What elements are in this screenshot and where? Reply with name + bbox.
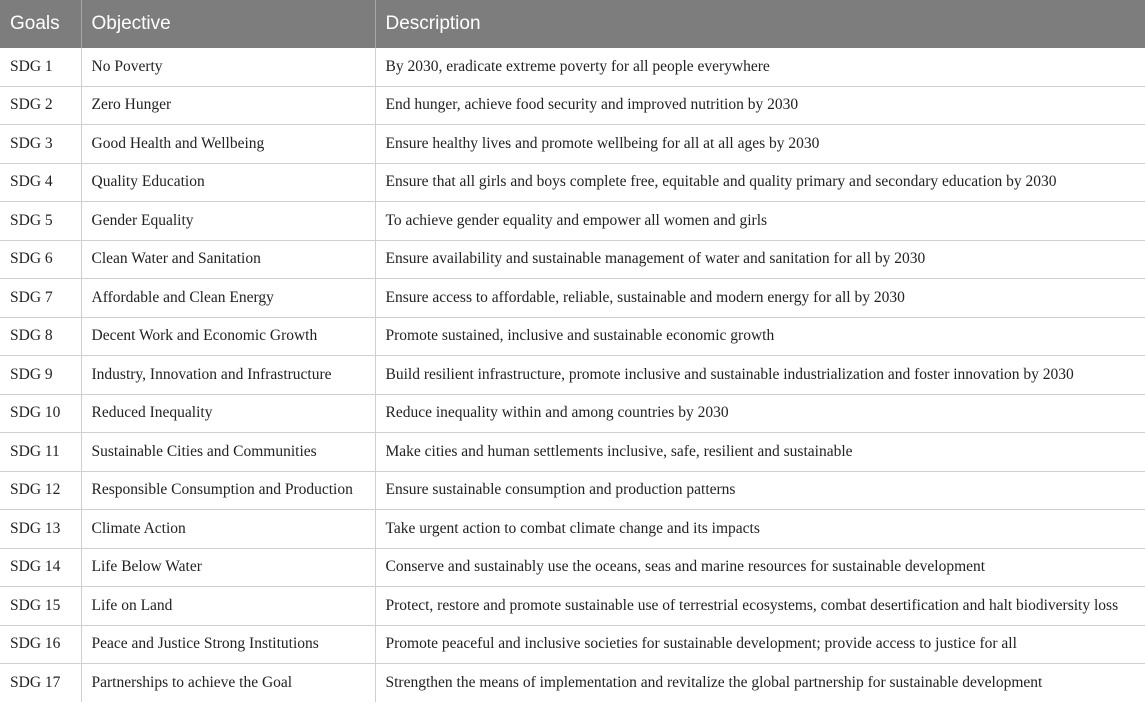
objective-cell: Responsible Consumption and Production — [81, 471, 375, 510]
table-row — [0, 664, 1145, 702]
table-row — [0, 317, 1145, 356]
table-row — [0, 279, 1145, 318]
description-cell: Promote peaceful and inclusive societies for sustainable development; provide access to justice for all — [375, 625, 1145, 664]
objective-cell: Life Below Water — [81, 548, 375, 587]
objective-cell: Life on Land — [81, 587, 375, 626]
header-row — [0, 0, 1145, 48]
objective-cell: Gender Equality — [81, 202, 375, 241]
goal-cell: SDG 2 — [0, 86, 81, 125]
table-row — [0, 625, 1145, 664]
description-cell: Promote sustained, inclusive and sustainable economic growth — [375, 317, 1145, 356]
objective-cell: Affordable and Clean Energy — [81, 279, 375, 318]
description-cell: Ensure availability and sustainable management of water and sanitation for all by 2030 — [375, 240, 1145, 279]
table-row — [0, 471, 1145, 510]
header-description: Description — [375, 0, 1145, 48]
table-row — [0, 163, 1145, 202]
table-row — [0, 86, 1145, 125]
table-row — [0, 125, 1145, 164]
description-cell: Strengthen the means of implementation and revitalize the global partnership for sustainable development — [375, 664, 1145, 702]
description-cell: Reduce inequality within and among countries by 2030 — [375, 394, 1145, 433]
header-objective: Objective — [81, 0, 375, 48]
table-row — [0, 548, 1145, 587]
objective-cell: Industry, Innovation and Infrastructure — [81, 356, 375, 395]
description-cell: Ensure sustainable consumption and production patterns — [375, 471, 1145, 510]
objective-cell: Zero Hunger — [81, 86, 375, 125]
goal-cell: SDG 12 — [0, 471, 81, 510]
description-cell: To achieve gender equality and empower all women and girls — [375, 202, 1145, 241]
goal-cell: SDG 8 — [0, 317, 81, 356]
goal-cell: SDG 6 — [0, 240, 81, 279]
table-row — [0, 510, 1145, 549]
description-cell: Ensure access to affordable, reliable, sustainable and modern energy for all by 2030 — [375, 279, 1145, 318]
goal-cell: SDG 13 — [0, 510, 81, 549]
table-row — [0, 394, 1145, 433]
description-cell: Take urgent action to combat climate change and its impacts — [375, 510, 1145, 549]
description-cell: Build resilient infrastructure, promote inclusive and sustainable industrialization and foster innovation by 2030 — [375, 356, 1145, 395]
description-cell: Ensure healthy lives and promote wellbeing for all at all ages by 2030 — [375, 125, 1145, 164]
table-row — [0, 48, 1145, 86]
goal-cell: SDG 11 — [0, 433, 81, 472]
objective-cell: Peace and Justice Strong Institutions — [81, 625, 375, 664]
objective-cell: Good Health and Wellbeing — [81, 125, 375, 164]
goal-cell: SDG 1 — [10, 57, 53, 75]
goal-cell: SDG 9 — [0, 356, 81, 395]
objective-cell: Climate Action — [81, 510, 375, 549]
description-cell: Make cities and human settlements inclusive, safe, resilient and sustainable — [375, 433, 1145, 472]
table-row — [0, 202, 1145, 241]
objective-cell: No Poverty — [81, 48, 375, 86]
objective-cell: Partnerships to achieve the Goal — [81, 664, 375, 702]
objective-cell: Reduced Inequality — [81, 394, 375, 433]
goal-cell: SDG 5 — [0, 202, 81, 241]
goal-cell: SDG 3 — [0, 125, 81, 164]
table-row — [0, 587, 1145, 626]
objective-cell: Quality Education — [81, 163, 375, 202]
goal-cell: SDG 10 — [0, 394, 81, 433]
goal-cell: SDG 7 — [0, 279, 81, 318]
objective-cell: Clean Water and Sanitation — [81, 240, 375, 279]
table-header — [0, 0, 1145, 48]
objective-cell: Sustainable Cities and Communities — [81, 433, 375, 472]
goal-cell: SDG 14 — [0, 548, 81, 587]
description-cell: Protect, restore and promote sustainable use of terrestrial ecosystems, combat desertification and halt biodiversity loss — [375, 587, 1145, 626]
table-row — [0, 433, 1145, 472]
description-cell: Conserve and sustainably use the oceans, seas and marine resources for sustainable development — [375, 548, 1145, 587]
objective-cell: Decent Work and Economic Growth — [81, 317, 375, 356]
goal-cell: SDG 16 — [0, 625, 81, 664]
table-body — [0, 48, 1145, 702]
description-cell: End hunger, achieve food security and improved nutrition by 2030 — [375, 86, 1145, 125]
table-row — [0, 356, 1145, 395]
goal-cell: SDG 17 — [0, 664, 81, 702]
table-row — [0, 240, 1145, 279]
goal-cell: SDG 15 — [0, 587, 81, 626]
description-cell: Ensure that all girls and boys complete free, equitable and quality primary and secondary education by 2030 — [375, 163, 1145, 202]
goal-cell: SDG 4 — [0, 163, 81, 202]
header-goals: Goals — [0, 0, 81, 48]
description-cell: By 2030, eradicate extreme poverty for all people everywhere — [375, 48, 1145, 86]
